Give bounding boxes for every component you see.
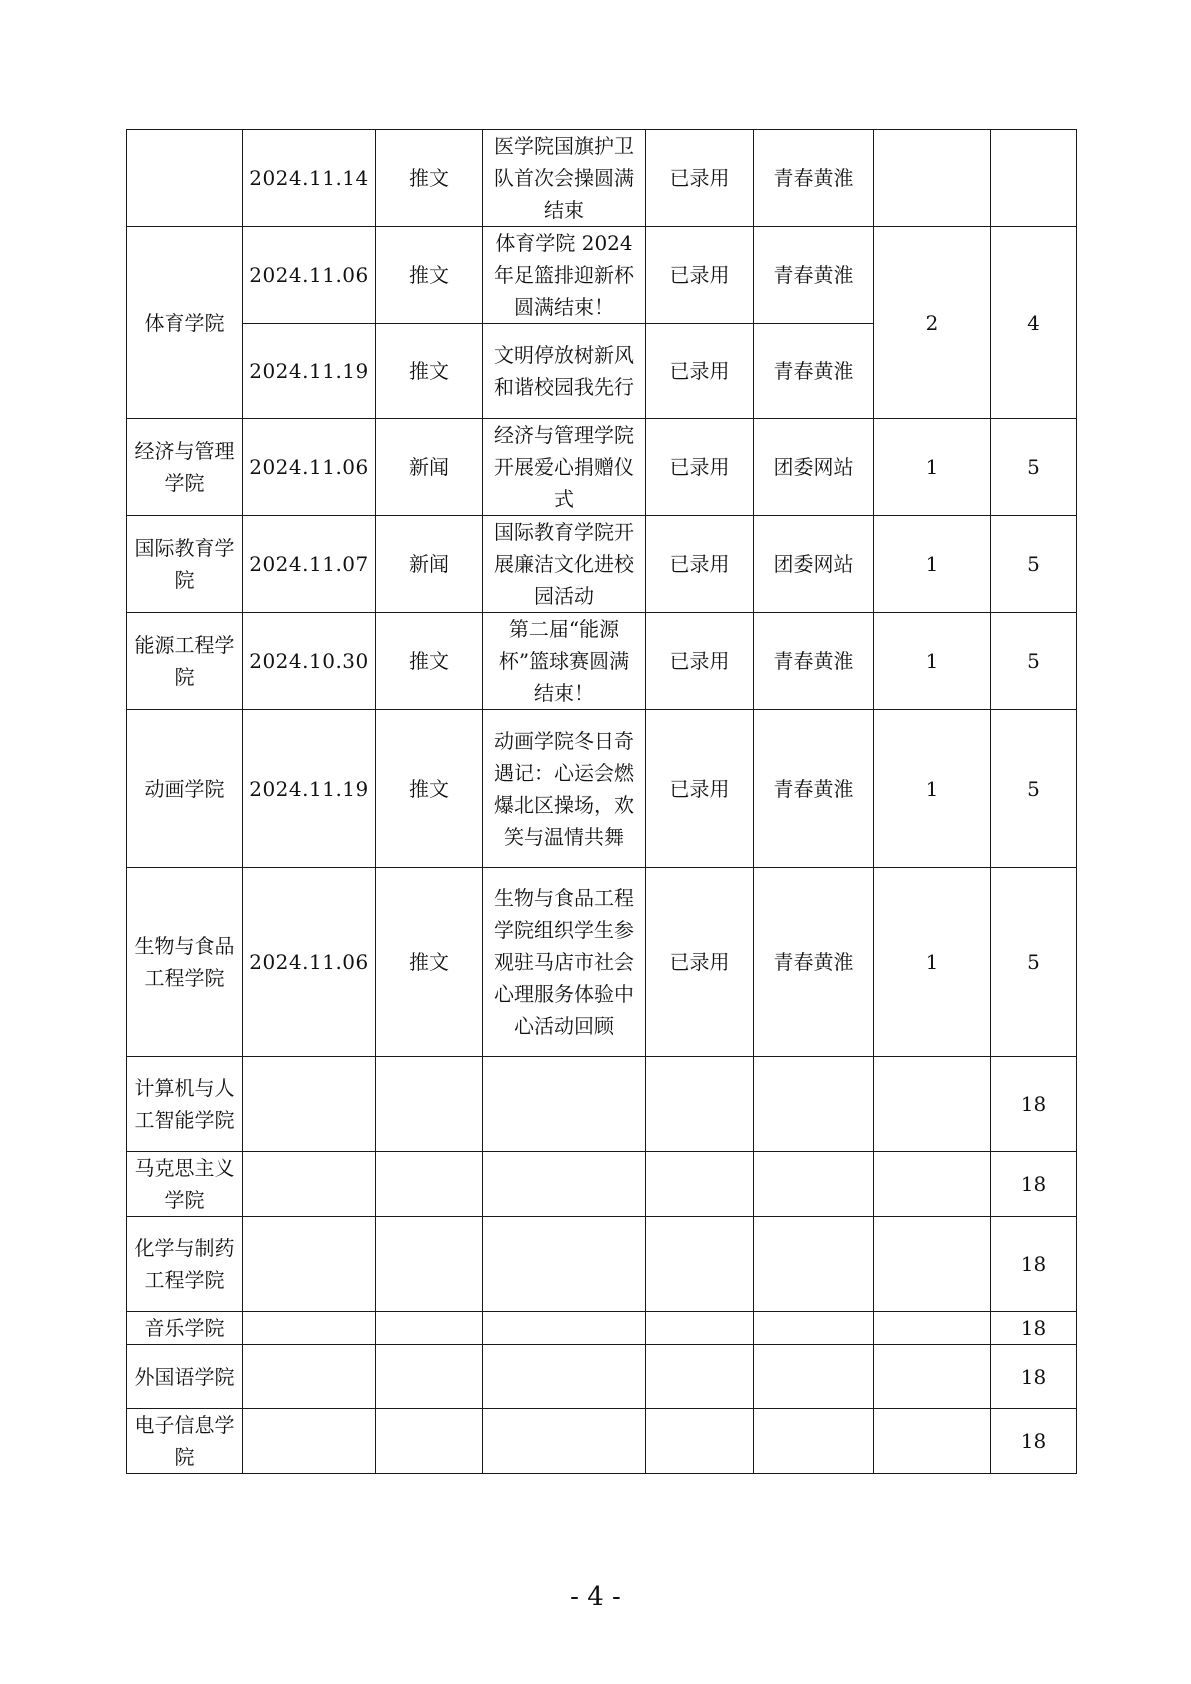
count-cell: 1 [874, 868, 991, 1057]
count-cell: 1 [874, 613, 991, 710]
status-cell: 已录用 [646, 613, 754, 710]
rank-cell: 4 [991, 227, 1077, 419]
date-cell: 2024.11.07 [243, 516, 376, 613]
platform-cell [754, 1152, 874, 1217]
type-cell: 推文 [376, 324, 483, 419]
table-row [127, 1057, 1077, 1152]
type-cell: 推文 [376, 868, 483, 1057]
count-cell [874, 1409, 991, 1474]
table-row [127, 1217, 1077, 1312]
college-cell: 计算机与人工智能学院 [127, 1057, 243, 1152]
rank-cell [991, 130, 1077, 227]
submissions-table [126, 129, 1077, 1474]
status-cell [646, 1345, 754, 1409]
status-cell: 已录用 [646, 227, 754, 324]
type-cell [376, 1312, 483, 1345]
status-cell [646, 1152, 754, 1217]
title-cell: 文明停放树新风 和谐校园我先行 [483, 324, 646, 419]
count-cell [874, 1345, 991, 1409]
status-cell: 已录用 [646, 516, 754, 613]
college-cell: 动画学院 [127, 710, 243, 868]
college-cell: 电子信息学院 [127, 1409, 243, 1474]
rank-cell: 5 [991, 710, 1077, 868]
date-cell [243, 1345, 376, 1409]
platform-cell: 青春黄淮 [754, 868, 874, 1057]
date-cell: 2024.10.30 [243, 613, 376, 710]
title-cell [483, 1217, 646, 1312]
status-cell: 已录用 [646, 868, 754, 1057]
status-cell: 已录用 [646, 710, 754, 868]
date-cell: 2024.11.06 [243, 868, 376, 1057]
college-cell: 能源工程学院 [127, 613, 243, 710]
type-cell: 新闻 [376, 419, 483, 516]
date-cell: 2024.11.14 [243, 130, 376, 227]
college-cell: 体育学院 [127, 227, 243, 419]
table-row [127, 1409, 1077, 1474]
rank-cell: 5 [991, 868, 1077, 1057]
count-cell: 1 [874, 419, 991, 516]
date-cell [243, 1057, 376, 1152]
rank-cell: 18 [991, 1312, 1077, 1345]
college-cell: 马克思主义学院 [127, 1152, 243, 1217]
college-cell [127, 130, 243, 227]
platform-cell: 青春黄淮 [754, 613, 874, 710]
type-cell [376, 1409, 483, 1474]
table-row [127, 1312, 1077, 1345]
count-cell: 1 [874, 516, 991, 613]
rank-cell: 18 [991, 1345, 1077, 1409]
college-cell: 生物与食品工程学院 [127, 868, 243, 1057]
rank-cell: 5 [991, 613, 1077, 710]
table-row [127, 710, 1077, 868]
page-number: - 4 - [570, 1582, 621, 1612]
title-cell [483, 1345, 646, 1409]
status-cell [646, 1057, 754, 1152]
title-cell: 动画学院冬日奇遇记：心运会燃爆北区操场，欢笑与温情共舞 [483, 710, 646, 868]
type-cell: 推文 [376, 130, 483, 227]
title-cell: 经济与管理学院开展爱心捐赠仪式 [483, 419, 646, 516]
count-cell: 2 [874, 227, 991, 419]
college-cell: 外国语学院 [127, 1345, 243, 1409]
table-row [127, 1345, 1077, 1409]
type-cell [376, 1057, 483, 1152]
date-cell [243, 1312, 376, 1345]
title-cell [483, 1312, 646, 1345]
title-cell: 国际教育学院开展廉洁文化进校园活动 [483, 516, 646, 613]
college-cell: 化学与制药工程学院 [127, 1217, 243, 1312]
college-cell: 音乐学院 [127, 1312, 243, 1345]
status-cell [646, 1409, 754, 1474]
title-cell: 第二届“能源杯”篮球赛圆满结束！ [483, 613, 646, 710]
type-cell [376, 1217, 483, 1312]
type-cell: 新闻 [376, 516, 483, 613]
count-cell: 1 [874, 710, 991, 868]
title-cell [483, 1057, 646, 1152]
status-cell: 已录用 [646, 324, 754, 419]
platform-cell: 青春黄淮 [754, 227, 874, 324]
rank-cell: 18 [991, 1057, 1077, 1152]
type-cell [376, 1152, 483, 1217]
count-cell [874, 1152, 991, 1217]
platform-cell: 青春黄淮 [754, 710, 874, 868]
college-cell: 经济与管理学院 [127, 419, 243, 516]
title-cell: 生物与食品工程学院组织学生参观驻马店市社会心理服务体验中心活动回顾 [483, 868, 646, 1057]
platform-cell [754, 1057, 874, 1152]
platform-cell: 团委网站 [754, 516, 874, 613]
status-cell [646, 1312, 754, 1345]
status-cell: 已录用 [646, 130, 754, 227]
date-cell: 2024.11.19 [243, 324, 376, 419]
platform-cell: 青春黄淮 [754, 130, 874, 227]
type-cell: 推文 [376, 613, 483, 710]
platform-cell [754, 1217, 874, 1312]
date-cell: 2024.11.06 [243, 227, 376, 324]
count-cell [874, 130, 991, 227]
rank-cell: 5 [991, 516, 1077, 613]
rank-cell: 18 [991, 1152, 1077, 1217]
table-row [127, 419, 1077, 516]
type-cell [376, 1345, 483, 1409]
platform-cell [754, 1409, 874, 1474]
table-row [127, 1152, 1077, 1217]
rank-cell: 18 [991, 1409, 1077, 1474]
table-row [127, 516, 1077, 613]
type-cell: 推文 [376, 710, 483, 868]
date-cell [243, 1152, 376, 1217]
rank-cell: 5 [991, 419, 1077, 516]
title-cell [483, 1409, 646, 1474]
platform-cell [754, 1312, 874, 1345]
status-cell: 已录用 [646, 419, 754, 516]
table-row [127, 868, 1077, 1057]
date-cell: 2024.11.06 [243, 419, 376, 516]
title-cell: 医学院国旗护卫队首次会操圆满结束 [483, 130, 646, 227]
title-cell: 体育学院 2024 年足篮排迎新杯圆满结束！ [483, 227, 646, 324]
type-cell: 推文 [376, 227, 483, 324]
count-cell [874, 1312, 991, 1345]
platform-cell: 团委网站 [754, 419, 874, 516]
date-cell [243, 1217, 376, 1312]
count-cell [874, 1057, 991, 1152]
table-row [127, 227, 1077, 324]
rank-cell: 18 [991, 1217, 1077, 1312]
date-cell: 2024.11.19 [243, 710, 376, 868]
count-cell [874, 1217, 991, 1312]
date-cell [243, 1409, 376, 1474]
table-row [127, 613, 1077, 710]
status-cell [646, 1217, 754, 1312]
table-row [127, 130, 1077, 227]
college-cell: 国际教育学院 [127, 516, 243, 613]
platform-cell [754, 1345, 874, 1409]
platform-cell: 青春黄淮 [754, 324, 874, 419]
title-cell [483, 1152, 646, 1217]
